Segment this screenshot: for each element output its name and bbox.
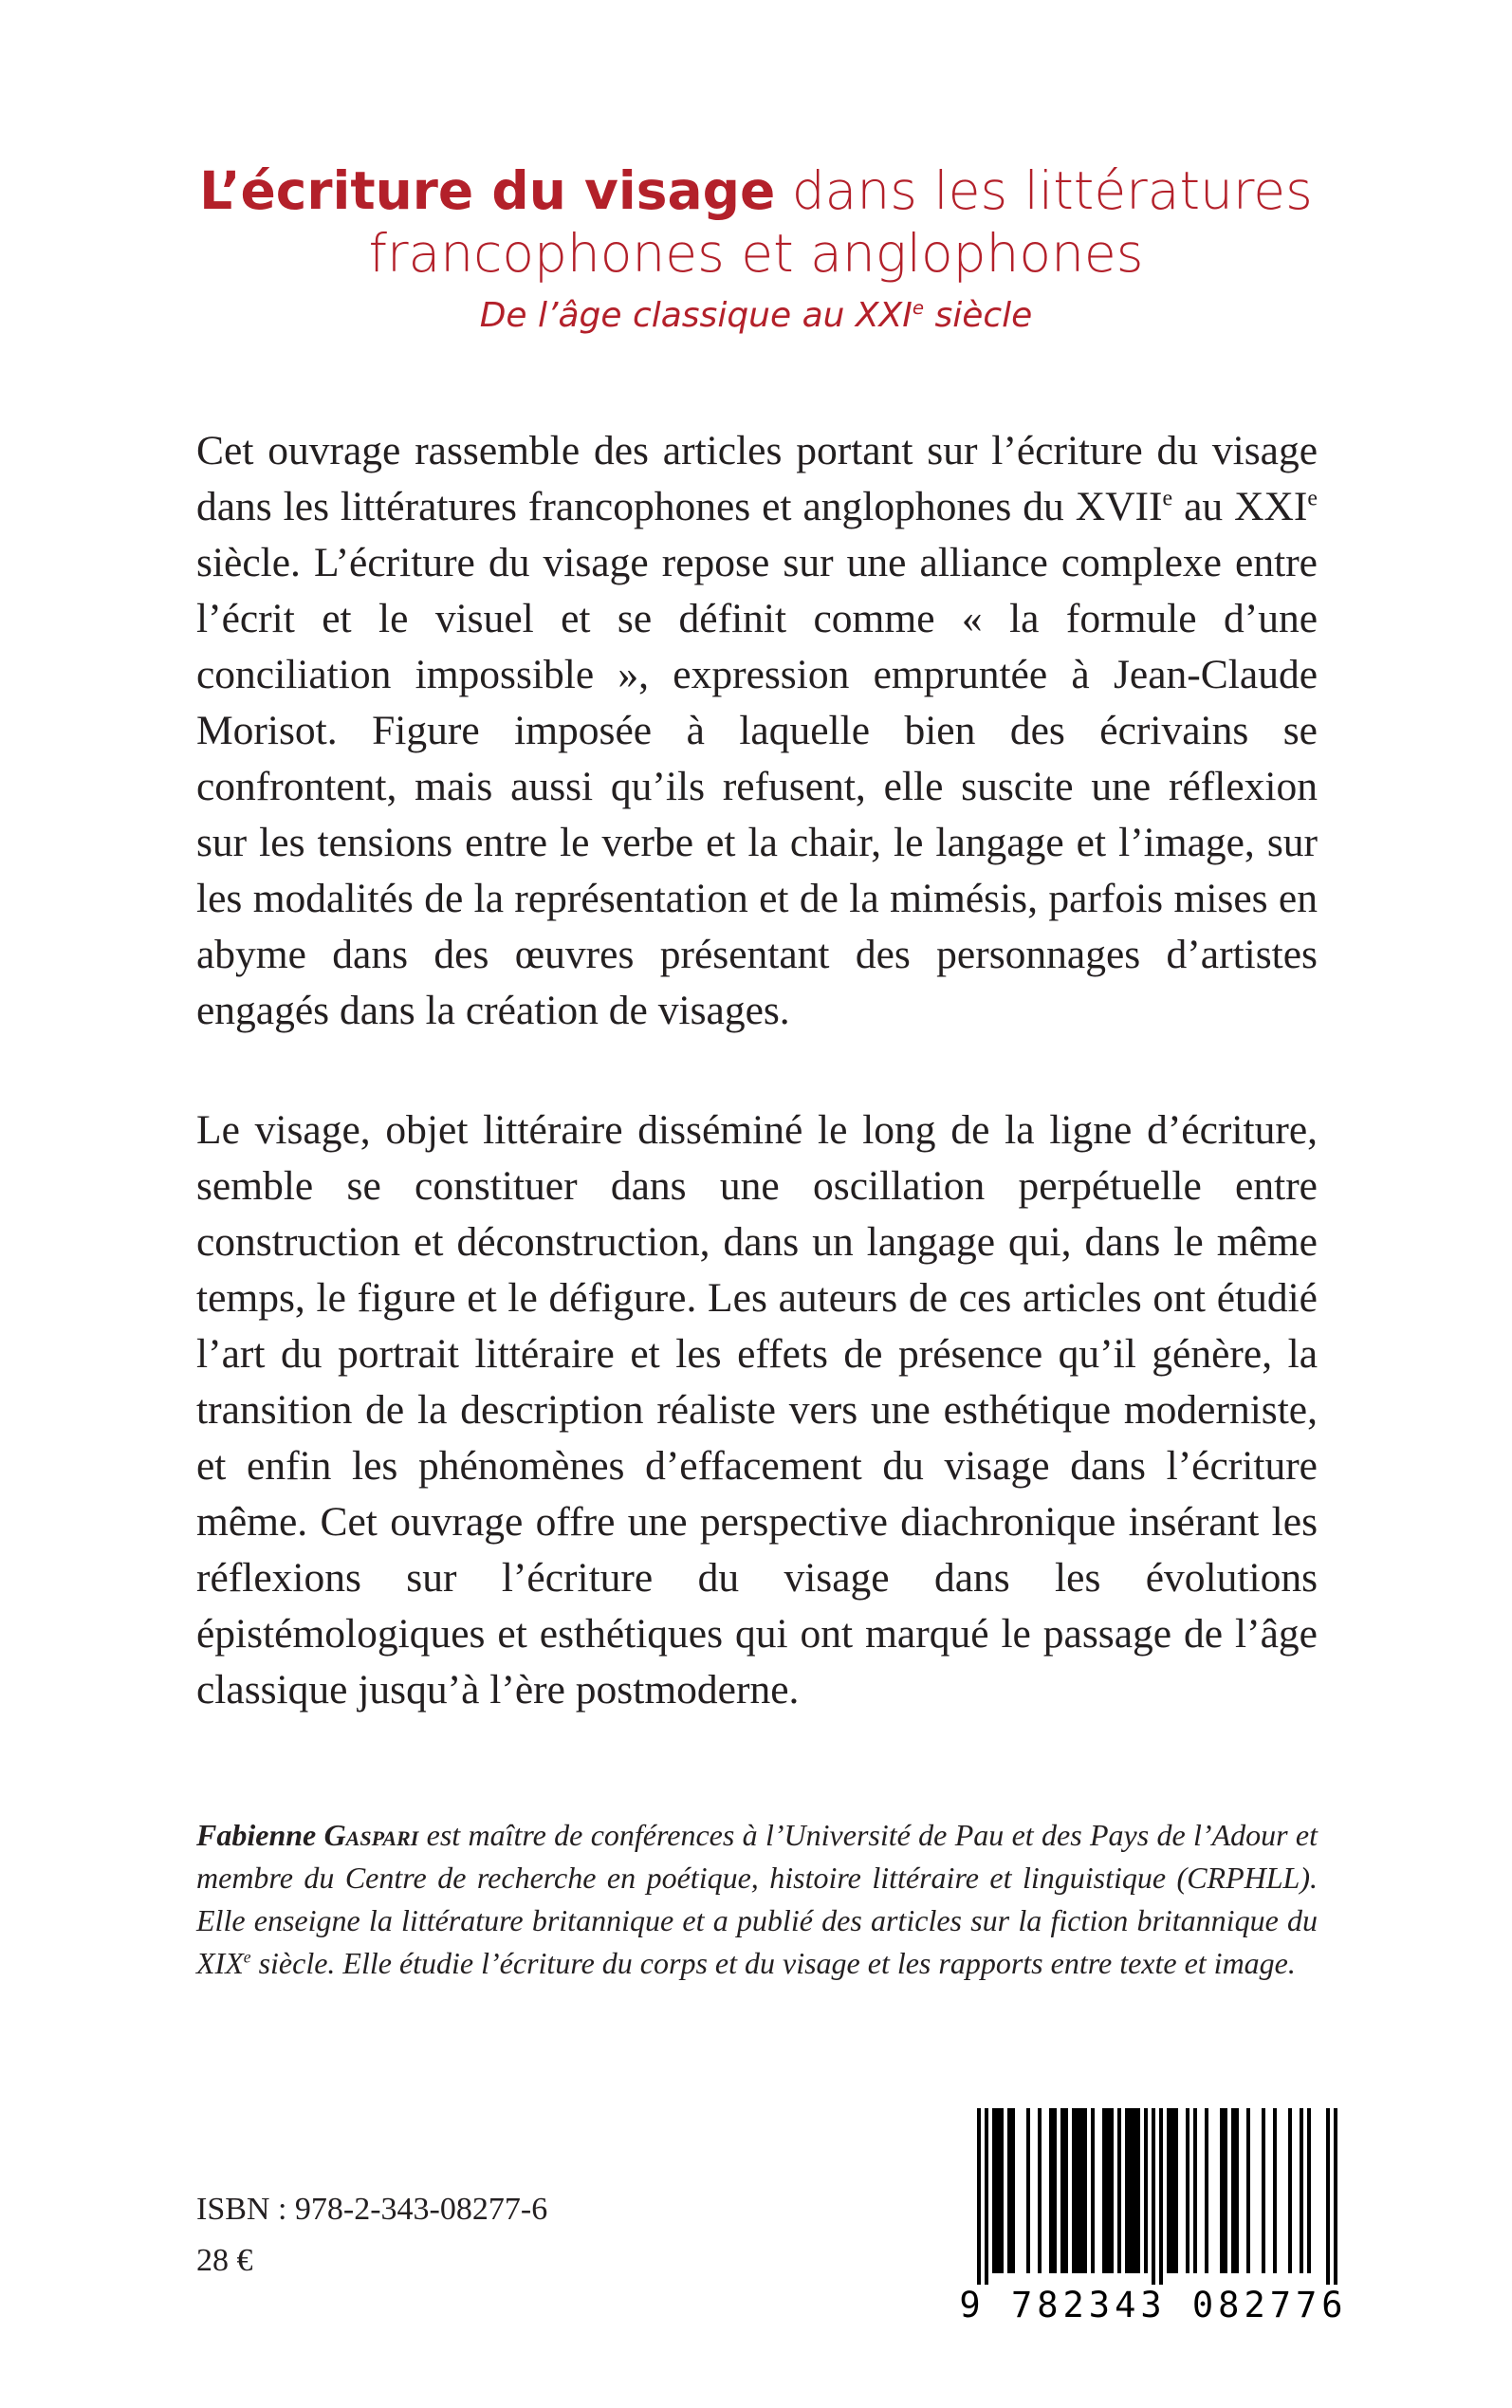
- author-bio-text-2: siècle. Elle étudie l’écriture du corps et du visage et les rapports entre texte et image.: [250, 1946, 1296, 1980]
- barcode-guard-bar: [977, 2108, 981, 2285]
- barcode-bar: [1072, 2108, 1076, 2273]
- barcode-bar: [1125, 2108, 1129, 2273]
- barcode-bar: [1231, 2108, 1235, 2273]
- barcode-guard-bar: [985, 2108, 988, 2285]
- barcode-digits: 9 782343 082776: [959, 2285, 1348, 2325]
- barcode-bar: [1273, 2108, 1277, 2273]
- barcode-bar: [1262, 2108, 1265, 2273]
- barcode-bar: [1307, 2108, 1311, 2273]
- barcode-bar: [1288, 2108, 1292, 2273]
- para1-part1: Cet ouvrage rassemble des articles portant sur l’écriture du visage dans les littératures francophones et anglophones du XVII: [196, 428, 1318, 529]
- barcode-bar: [1193, 2108, 1197, 2273]
- barcode-bar: [1220, 2108, 1224, 2273]
- barcode-bars: [954, 2108, 1353, 2285]
- summary-paragraph-2: Le visage, objet littéraire disséminé le long de la ligne d’écriture, semble se constituer dans une oscillation perpétuelle entre construction et déconstruction, dans un langage qui, dans le même temps, le figure et le défigure. Les auteurs de ces articles ont étudié l’art du portrait littéraire et les effets de présence qu’il génère, la transition de la description réaliste vers une esthétique moderniste, et enfin les phénomènes d’effacement du visage dans l’écriture même. Cet ouvrage offre une perspective diachronique insérant les réflexions sur l’écriture du visage dans les évolutions épistémologiques et esthétiques qui ont marqué le passage de l’âge classique jusqu’à l’ère postmoderne.: [196, 1107, 1318, 1713]
- isbn: ISBN : 978-2-343-08277-6: [196, 2192, 548, 2227]
- title-rest: dans les littératures: [791, 160, 1313, 221]
- barcode-guard-bar: [1152, 2108, 1155, 2285]
- barcode-bar: [1174, 2108, 1178, 2273]
- subtitle-end: siècle: [924, 296, 1033, 335]
- barcode-bar: [1136, 2108, 1140, 2273]
- barcode-bar: [1110, 2108, 1114, 2273]
- barcode-bar: [1011, 2108, 1015, 2273]
- barcode-bar: [1224, 2108, 1227, 2273]
- barcode-guard-bar: [1334, 2108, 1337, 2285]
- barcode-bar: [1133, 2108, 1136, 2273]
- price: 28 €: [196, 2243, 253, 2278]
- para1-sup1: e: [1162, 486, 1173, 511]
- barcode-bar: [1117, 2108, 1121, 2273]
- barcode-bar: [1079, 2108, 1083, 2273]
- barcode-bar: [1186, 2108, 1189, 2273]
- barcode-bar: [1235, 2108, 1239, 2273]
- barcode-guard-bar: [1326, 2108, 1330, 2285]
- subtitle-superscript: e: [912, 297, 925, 319]
- author-bio-sup: e: [243, 1947, 251, 1967]
- summary-paragraph-1: [196, 423, 1318, 1039]
- barcode-bar: [1205, 2108, 1208, 2273]
- author-bio: [196, 1814, 1318, 1985]
- title-bold: L’écriture du visage: [199, 160, 776, 221]
- para1-part3: siècle. L’écriture du visage repose sur une alliance complexe entre l’écrit et le visuel et se définit comme « la formule d’une conciliation impossible », expression empruntée à Jean-Claude Morisot. Figure imposée à laquelle bien des écrivains se confrontent, mais aussi qu’ils refusent, elle suscite une réflexion sur les tensions entre le verbe et la chair, le langage et l’image, sur les modalités de la représentation et de la mimésis, parfois mises en abyme dans des œuvres présentant des personnages d’artistes engagés dans la création de visages.: [196, 540, 1318, 1033]
- barcode-bar: [1038, 2108, 1042, 2273]
- barcode-bar: [1144, 2108, 1148, 2273]
- subtitle: [152, 290, 1360, 342]
- barcode-bar: [1076, 2108, 1079, 2273]
- barcode-bar: [1300, 2108, 1303, 2273]
- barcode-bar: [1091, 2108, 1095, 2273]
- barcode-bar: [1000, 2108, 1004, 2273]
- barcode-bar: [1102, 2108, 1106, 2273]
- barcode-bar: [1060, 2108, 1064, 2273]
- title-line-1: [152, 159, 1360, 222]
- barcode-guard-bar: [1159, 2108, 1163, 2285]
- barcode-bar: [996, 2108, 1000, 2273]
- barcode: [954, 2108, 1353, 2325]
- author-bio-text-1: est maître de conférences à l’Université de Pau et des Pays de l’Adour et membre du Centre de recherche en poétique, histoire littéraire et linguistique (CRPHLL). Elle enseigne la littérature britannique et a publié des articles sur la fiction britannique du XIX: [196, 1818, 1318, 1980]
- barcode-bar: [1129, 2108, 1133, 2273]
- title-block: [152, 159, 1360, 342]
- barcode-bar: [1053, 2108, 1057, 2273]
- author-last-name: Gaspari: [323, 1818, 419, 1852]
- barcode-bar: [1026, 2108, 1030, 2273]
- barcode-bar: [1246, 2108, 1250, 2273]
- para1-sup2: e: [1307, 486, 1318, 511]
- subtitle-text: De l’âge classique au XXI: [479, 296, 913, 335]
- barcode-bar: [1049, 2108, 1053, 2273]
- barcode-bar: [992, 2108, 996, 2273]
- barcode-bar: [1171, 2108, 1174, 2273]
- barcode-bar: [1106, 2108, 1110, 2273]
- author-first-name: Fabienne: [196, 1818, 317, 1852]
- title-line-2: francophones et anglophones: [368, 223, 1144, 284]
- barcode-bar: [1064, 2108, 1068, 2273]
- barcode-bar: [1007, 2108, 1011, 2273]
- barcode-bar: [1167, 2108, 1171, 2273]
- para1-part2: au XXI: [1172, 484, 1308, 529]
- barcode-bar: [1083, 2108, 1087, 2273]
